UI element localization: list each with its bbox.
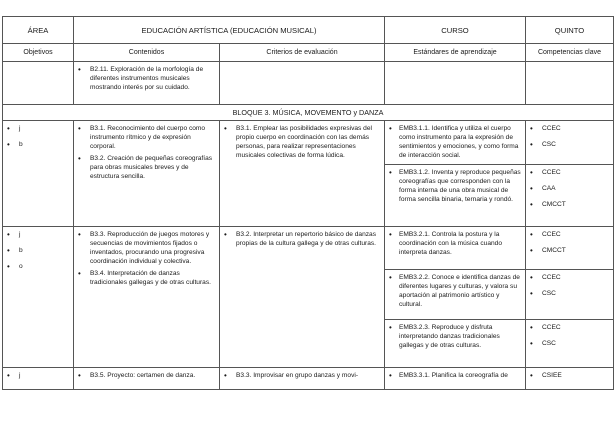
course-value: QUINTO — [526, 17, 614, 44]
competencia-item: • CCEC — [530, 273, 609, 282]
competencia-item: • CAA — [530, 184, 609, 193]
competencia-item: • CSIEE — [530, 371, 609, 380]
intro-content: • B2.11. Exploración de la morfología de diferentes instrumentos musicales mostrando interés por su cuidado. — [78, 65, 215, 92]
competencia-item: • CMCCT — [530, 246, 609, 255]
contenido-item: • B3.2. Creación de pequeñas coreografías para obras musicales breves y de estructura sencilla. — [78, 154, 215, 181]
header-row — [3, 17, 614, 44]
objetivo-item: • b — [7, 246, 69, 255]
col-contenidos: Contenidos — [74, 44, 220, 62]
column-header-row — [3, 44, 614, 62]
competencia-item: • CCEC — [530, 230, 609, 239]
block-title: BLOQUE 3. MÚSICA, MOVEMENTO y DANZA — [3, 105, 614, 121]
contenido-item: • B3.3. Reproducción de juegos motores y secuencias de movimientos fijados o inventados, procurando una progresiva coordinación individual y colectiva. — [78, 230, 215, 266]
objetivo-item: • j — [7, 371, 69, 380]
subject-title: EDUCACIÓN ARTÍSTICA (EDUCACIÓN MUSICAL) — [74, 17, 385, 44]
criterio-item: • B3.3. Improvisar en grupo danzas y movi- — [224, 371, 380, 380]
competencia-item: • CCEC — [530, 323, 609, 332]
competencia-item: • CCEC — [530, 168, 609, 177]
table-row — [3, 227, 614, 270]
course-label: CURSO — [385, 17, 526, 44]
objetivo-item: • j — [7, 230, 69, 239]
block-title-row — [3, 105, 614, 121]
objetivo-item: • o — [7, 262, 69, 271]
competencia-item: • CSC — [530, 339, 609, 348]
estandar-item: • EMB3.3.1. Planifica la coreografía de — [385, 368, 525, 384]
col-competencias: Competencias clave — [526, 44, 614, 62]
table-row — [3, 121, 614, 165]
estandar-item: • EMB3.2.1. Controla la postura y la coordinación con la música cuando interpreta danzas. — [385, 227, 525, 261]
estandar-item: • EMB3.1.2. Inventa y reproduce pequeñas coreografías que corresponden con la forma interna de una obra musical de forma sencilla binaria, ternaria y rondó. — [385, 165, 525, 208]
competencia-item: • CSC — [530, 289, 609, 298]
estandar-item: • EMB3.2.2. Conoce e identifica danzas de diferentes lugares y culturas, y valora su aportación al patrimonio artístico y cultural. — [385, 270, 525, 313]
contenido-item: • B3.1. Reconocimiento del cuerpo como instrumento rítmico y de expresión corporal. — [78, 124, 215, 151]
col-estandares: Estándares de aprendizaje — [385, 44, 526, 62]
competencia-item: • CCEC — [530, 124, 609, 133]
criterio-item: • B3.1. Emplear las posibilidades expresivas del propio cuerpo en coordinación con las demás personas, para realizar representaciones musicales colectivas de forma lúdica. — [224, 124, 380, 160]
estandar-item: • EMB3.2.3. Reproduce y disfruta interpretando danzas tradicionales gallegas y de otras culturas. — [385, 320, 525, 354]
competencia-item: • CMCCT — [530, 200, 609, 209]
contenido-item: • B3.5. Proyecto: certamen de danza. — [78, 371, 215, 380]
area-label: ÁREA — [3, 17, 74, 44]
col-criterios: Criterios de evaluación — [220, 44, 385, 62]
table-row — [3, 368, 614, 390]
col-objetivos: Objetivos — [3, 44, 74, 62]
criterio-item: • B3.2. Interpretar un repertorio básico de danzas propias de la cultura gallega y de otras culturas. — [224, 230, 380, 248]
intro-row — [3, 62, 614, 105]
estandar-item: • EMB3.1.1. Identifica y utiliza el cuerpo como instrumento para la expresión de sentimientos y emociones, y como forma de interacción social. — [385, 121, 525, 164]
contenido-item: • B3.4. Interpretación de danzas tradicionales gallegas y de otras culturas. — [78, 269, 215, 287]
objetivo-item: • j — [7, 124, 69, 133]
competencia-item: • CSC — [530, 140, 609, 149]
curriculum-table — [2, 16, 614, 390]
objetivo-item: • b — [7, 140, 69, 149]
